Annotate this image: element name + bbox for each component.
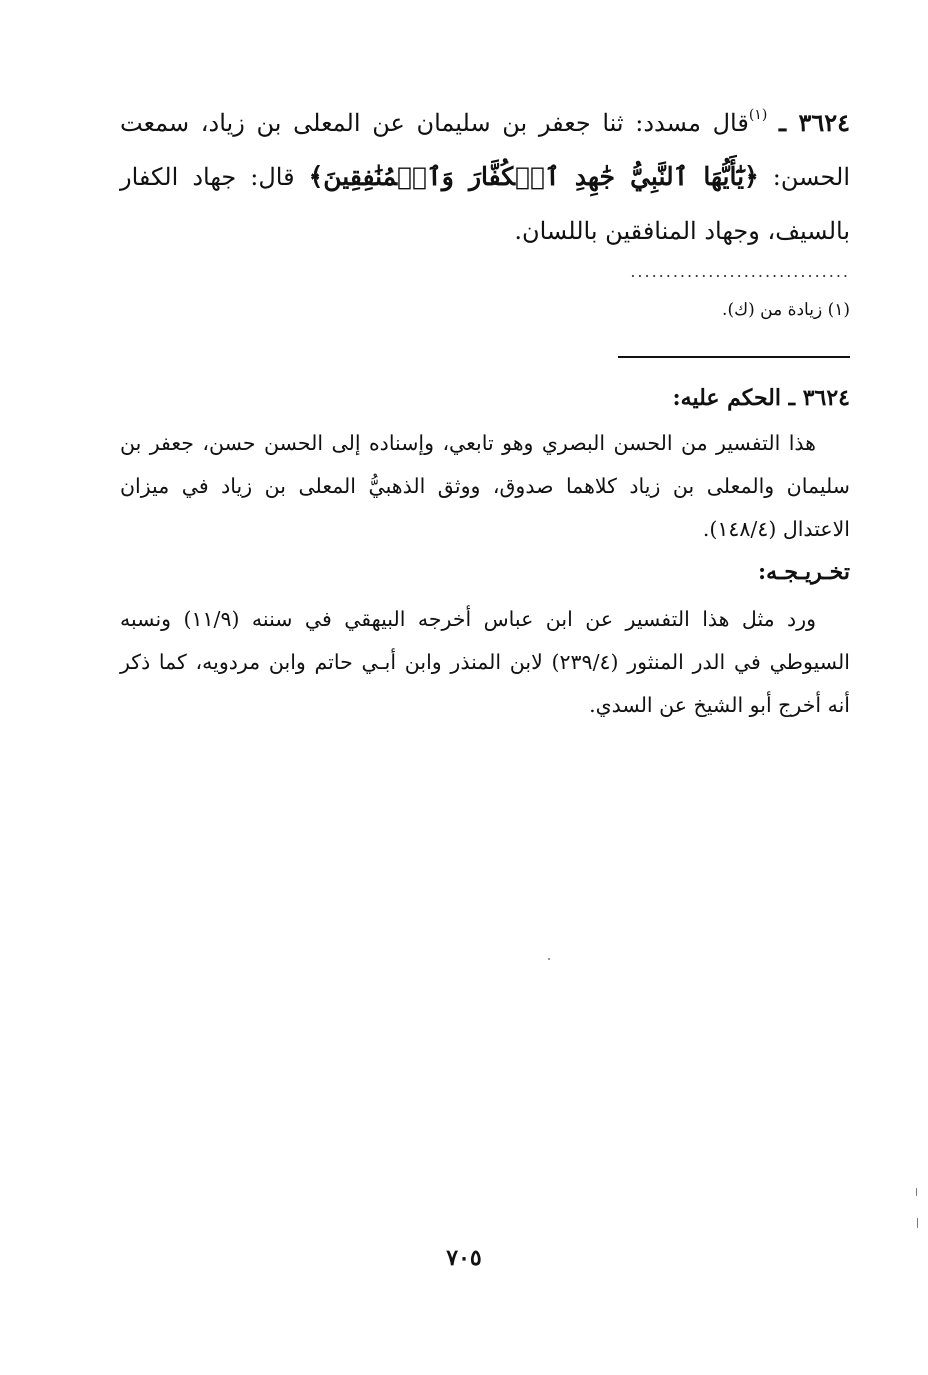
scan-speck [548, 958, 550, 960]
hadith-commentary: قال: جهاد الكفار بالسيف، وجهاد المنافقين باللسان. [120, 163, 850, 245]
section-divider [618, 356, 850, 358]
hadith-number: ٣٦٢٤ ـ [778, 108, 850, 137]
footnote-marker: (١) [748, 107, 768, 123]
judgment-heading: ٣٦٢٤ ـ الحكم عليه: [672, 385, 850, 411]
takhrij-heading: تخـريـجـه: [757, 559, 850, 585]
judgment-body [120, 422, 850, 551]
takhrij-body [120, 598, 850, 727]
scan-speck [917, 1218, 918, 1228]
scan-speck [916, 1188, 917, 1196]
page-number: ٧٠٥ [446, 1245, 482, 1271]
footnote: (١) زيادة من (ك). [722, 300, 850, 320]
hadith-intro: قال مسدد: ثنا جعفر بن سليمان عن المعلى بن زياد، سمعت الحسن: [120, 109, 850, 191]
hadith-text [120, 96, 850, 258]
takhrij-text: ورد مثل هذا التفسير عن ابن عباس أخرجه البيهقي في سننه (١١/٩) ونسبه السيوطي في الدر المنثور (٢٣٩/٤) لابن المنذر وابن أبـي حاتم وابن مردويه، كما ذكر أنه أخرج أبو الشيخ عن السدي. [120, 607, 850, 717]
footnote-separator: ............................... [630, 262, 850, 281]
judgment-text: هذا التفسير من الحسن البصري وهو تابعي، وإسناده إلى الحسن حسن، جعفر بن سليمان والمعلى بن زياد كلاهما صدوق، ووثق الذهبيُّ المعلى بن زياد في ميزان الاعتدال (١٤٨/٤). [120, 431, 850, 541]
quran-verse: ﴿يَٰٓأَيُّهَا ٱلنَّبِيُّ جَٰهِدِ ٱلۡكُفَّارَ وَٱلۡمُنَٰفِقِينَ﴾ [308, 162, 759, 191]
